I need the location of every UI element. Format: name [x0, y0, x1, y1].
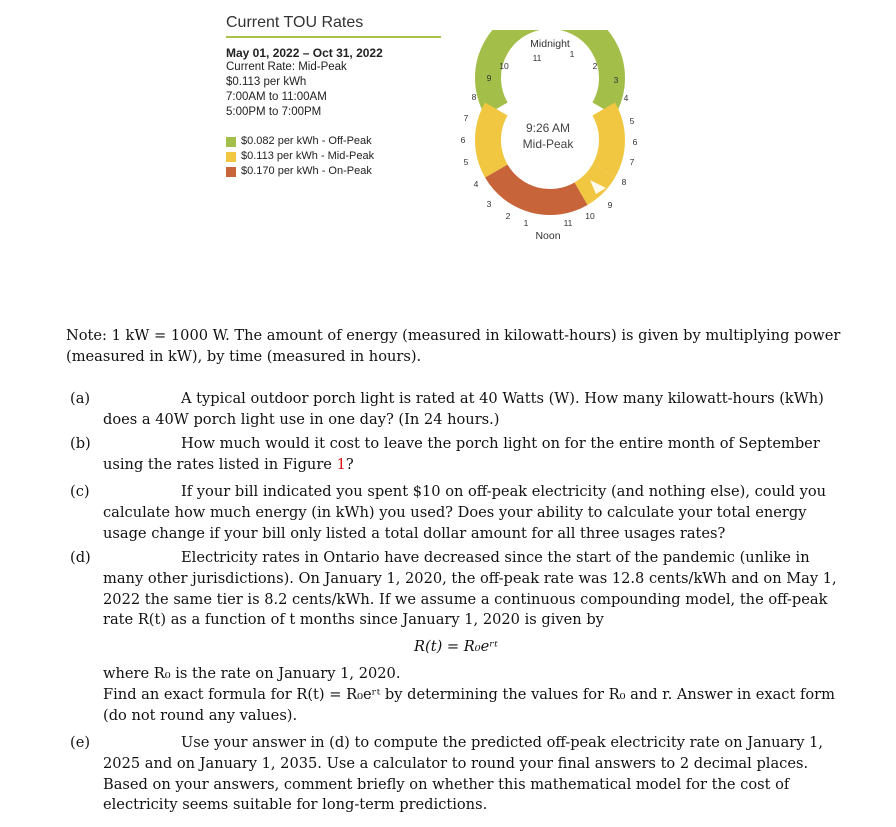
note-paragraph: Note: 1 kW = 1000 W. The amount of energy (measured in kilowatt-hours) is given by multiplying power (measured in kW), by time (measured in hours). [66, 327, 841, 365]
question-c [66, 482, 846, 544]
figure-ref-link[interactable]: 1 [336, 455, 346, 473]
hour-label: 3 [613, 75, 619, 85]
hour-label: 4 [623, 93, 629, 103]
tou-period-1: 7:00AM to 11:00AM [226, 91, 327, 103]
hour-label: 4 [473, 179, 479, 189]
question-c-label: (c) [70, 483, 90, 500]
question-a-label: (a) [70, 390, 91, 407]
ring-mid-peak-morning [604, 109, 612, 171]
question-e-text: Use your answer in (d) to compute the predicted off-peak electricity rate on January 1, 2025 and on January 1, 2035. Use a calculator to round your final answers to 2 decimal places. [103, 734, 824, 772]
hour-label: 10 [499, 61, 509, 71]
hour-label: 8 [621, 177, 627, 187]
question-e [66, 733, 846, 816]
tou-rate-value: $0.113 per kWh [226, 76, 307, 88]
question-d-label: (d) [70, 549, 91, 566]
hour-label: 11 [532, 53, 542, 63]
question-a [66, 389, 846, 431]
legend-swatch-mid-peak [226, 152, 236, 162]
hour-label: 5 [463, 157, 469, 167]
legend-off-peak: $0.082 per kWh - Off-Peak [226, 134, 446, 149]
clock-period: Mid-Peak [522, 137, 574, 151]
question-b-label: (b) [70, 435, 91, 452]
hour-label: 6 [632, 137, 638, 147]
hour-label: 5 [629, 116, 635, 126]
question-b-text: How much would it cost to leave the porch light on for the entire month of September using the rates listed in Figure 1? [103, 435, 820, 473]
ring-mid-peak-evening [488, 109, 496, 171]
tou-legend [226, 134, 446, 179]
equation: R(t) = R₀eʳᵗ [414, 638, 498, 656]
hour-label: 8 [471, 92, 477, 102]
clock-center [523, 120, 574, 152]
clock-time: 9:26 AM [525, 121, 571, 135]
question-d-where: where R₀ is the rate on January 1, 2020. [103, 664, 401, 682]
hour-label: 2 [505, 211, 511, 221]
question-c-text: If your bill indicated you spent $10 on off-peak electricity (and nothing else), could you calculate how much energy (in kWh) you used? Does your ability to calculate your total energy usage change if your bill only listed a total dollar amount for all three usages rates? [103, 483, 827, 542]
hour-label: 1 [523, 218, 529, 228]
hour-label: 1 [569, 49, 575, 59]
legend-mid-peak: $0.113 per kWh - Mid-Peak [226, 149, 446, 164]
legend-on-peak: $0.170 per kWh - On-Peak [226, 164, 446, 179]
tou-clock [440, 30, 660, 250]
tou-current-rate: Current Rate: Mid-Peak [226, 61, 347, 73]
hour-label: 7 [463, 113, 469, 123]
hour-label: 6 [460, 135, 466, 145]
clock-noon-label: Noon [535, 230, 561, 242]
hour-label: 9 [486, 73, 492, 83]
tou-dates: May 01, 2022 – Oct 31, 2022 [226, 46, 383, 60]
hour-label: 10 [585, 211, 595, 221]
question-e-label: (e) [70, 734, 91, 751]
hour-label: 2 [592, 61, 598, 71]
question-d-find: Find an exact formula for R(t) = R₀eʳᵗ by determining the values for R₀ and r. Answer in exact form (do not round any values). [103, 685, 835, 724]
clock-midnight-label: Midnight [530, 38, 570, 50]
question-d [66, 548, 846, 726]
ring-on-peak-day [496, 171, 581, 202]
question-a-text: A typical outdoor porch light is rated at 40 Watts (W). How many kilowatt-hours (kWh) does a 40W porch light use in one day? (In 24 hours.) [103, 390, 824, 428]
hour-label: 9 [607, 200, 613, 210]
question-e-follow: Based on your answers, comment briefly on whether this mathematical model for the cost of electricity seems suitable for long-term predictions. [103, 775, 790, 814]
legend-swatch-on-peak [226, 167, 236, 177]
tou-panel [226, 14, 446, 179]
question-b [66, 434, 846, 476]
legend-swatch-off-peak [226, 137, 236, 147]
tou-title: Current TOU Rates [226, 14, 441, 38]
hour-label: 7 [629, 157, 635, 167]
hour-label: 3 [486, 199, 492, 209]
tou-period-2: 5:00PM to 7:00PM [226, 106, 322, 118]
hour-label: 11 [563, 218, 573, 228]
question-d-text: Electricity rates in Ontario have decreased since the start of the pandemic (unlike in many other jurisdictions). On January 1, 2020, the off-peak rate was 12.8 cents/kWh and on May 1, 2022 the same tier is 8.2 cents/kWh. If we assume a continuous compounding model, the off-peak rate R(t) as a function of t months since January 1, 2020 is given by [103, 549, 837, 629]
